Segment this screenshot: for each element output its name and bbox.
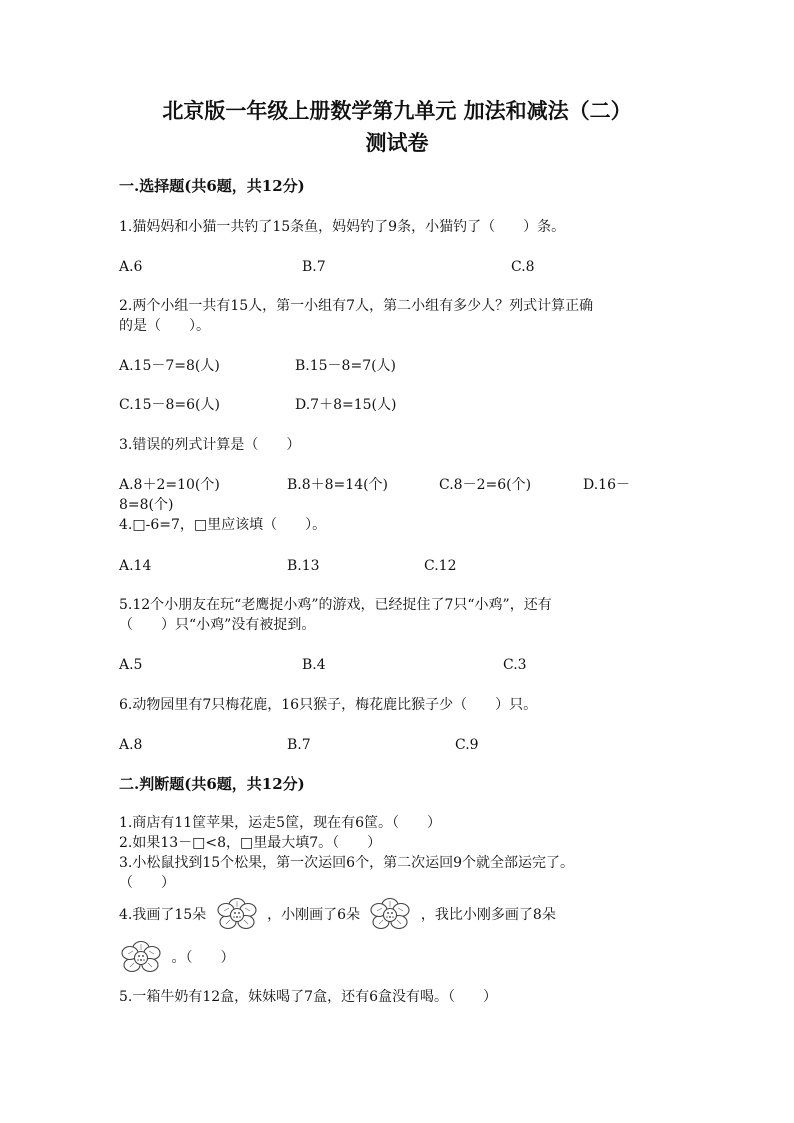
judgement-item-continued <box>119 938 234 978</box>
judgement-text: ，我比小刚多画了8朵 <box>420 907 556 923</box>
option-d-continued: 8=8(个) <box>119 497 174 513</box>
question-stem: 4.□-6=7，□里应该填（ ）。 <box>119 517 327 533</box>
judgement-item: 3.小松鼠找到15个松果，第一次运回6个，第二次运回9个就全部运完了。 <box>119 855 574 871</box>
section-heading-choice: 一.选择题(共6题，共12分) <box>119 177 305 195</box>
question-stem: 5.12个小朋友在玩“老鹰捉小鸡”的游戏，已经捉住了7只“小鸡”，还有 <box>119 597 552 613</box>
question-stem: 6.动物园里有7只梅花鹿，16只猴子，梅花鹿比猴子少（ ）只。 <box>119 697 538 713</box>
question-stem: （ ）只“小鸡”没有被捉到。 <box>119 617 316 633</box>
judgement-text: 4.我画了15朵 <box>119 907 207 923</box>
option-b: B.13 <box>287 558 320 574</box>
question-stem: 3.错误的列式计算是（ ） <box>119 437 301 453</box>
option-b: B.7 <box>302 259 326 275</box>
option-b: B.8＋8=14(个) <box>287 477 389 493</box>
option-c: C.15－8=6(人) <box>119 397 220 413</box>
section-heading-judgement: 二.判断题(共6题，共12分) <box>119 775 305 793</box>
option-a: A.8＋2=10(个) <box>119 477 220 493</box>
judgement-text: 。（ ） <box>171 950 235 966</box>
option-c: C.3 <box>503 657 527 673</box>
question-stem: 的是（ ）。 <box>119 318 210 334</box>
page-title-line1: 北京版一年级上册数学第九单元 加法和减法（二） <box>162 98 632 123</box>
page-title-line2: 测试卷 <box>365 130 429 155</box>
judgement-item: 5.一箱牛奶有12盒，妹妹喝了7盒，还有6盒没有喝。（ ） <box>119 989 497 1005</box>
option-b: B.15－8=7(人) <box>295 358 397 374</box>
option-b: B.7 <box>287 737 311 753</box>
option-c: C.9 <box>455 737 479 753</box>
option-c: C.8 <box>511 259 535 275</box>
flower-icon <box>119 940 163 976</box>
question-stem: 1.猫妈妈和小猫一共钓了15条鱼，妈妈钓了9条，小猫钓了（ ）条。 <box>119 219 566 235</box>
option-d: D.16－ <box>583 477 630 493</box>
option-c: C.12 <box>424 558 457 574</box>
option-a: A.8 <box>119 737 143 753</box>
flower-icon <box>215 897 259 933</box>
judgement-item: 2.如果13－□<8，□里最大填7。（ ） <box>119 835 382 851</box>
option-a: A.14 <box>119 558 152 574</box>
judgement-item <box>119 895 556 935</box>
option-d: D.7＋8=15(人) <box>295 397 397 413</box>
option-c: C.8－2=6(个) <box>439 477 532 493</box>
judgement-item: 1.商店有11筐苹果，运走5筐，现在有6筐。（ ） <box>119 815 441 831</box>
option-a: A.5 <box>119 657 143 673</box>
option-b: B.4 <box>302 657 326 673</box>
option-a: A.6 <box>119 259 143 275</box>
flower-icon <box>368 897 412 933</box>
judgement-item: （ ） <box>119 875 175 891</box>
question-stem: 2.两个小组一共有15人，第一小组有7人，第二小组有多少人？列式计算正确 <box>119 298 594 314</box>
judgement-text: ，小刚画了6朵 <box>267 907 360 923</box>
option-a: A.15－7=8(人) <box>119 358 220 374</box>
